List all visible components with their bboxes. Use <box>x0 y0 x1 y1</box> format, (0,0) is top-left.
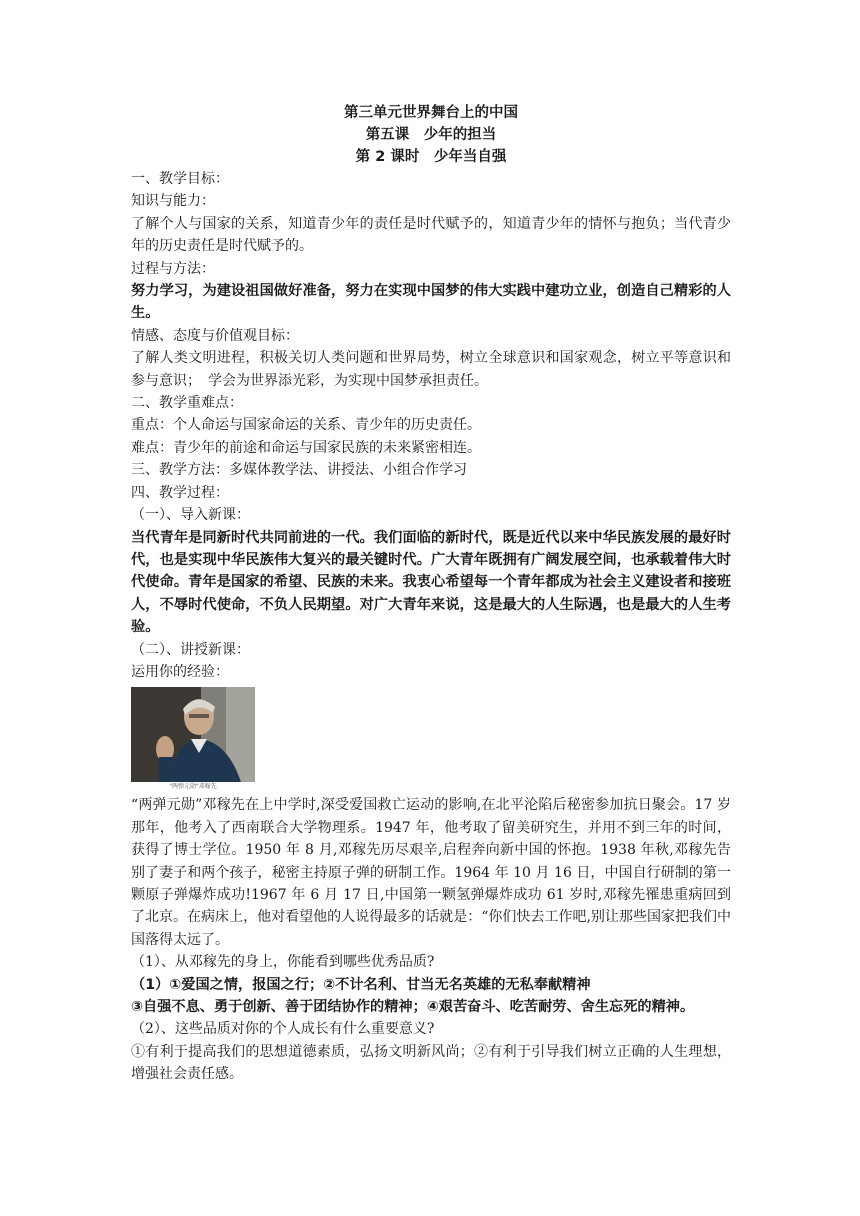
answer-1-line-2: ③自强不息、勇于创新、善于团结协作的精神；④艰苦奋斗、吃苦耐劳、舍生忘死的精神。 <box>131 999 695 1015</box>
keypoints-difficulty: 难点：青少年的前途和命运与国家民族的未来紧密相连。 <box>131 439 481 456</box>
lesson-title: 第五课 少年的担当 <box>365 127 497 143</box>
process-label: 过程与方法： <box>131 260 215 277</box>
portrait-illustration <box>131 687 255 782</box>
experience-label: 运用你的经验： <box>131 663 229 680</box>
answer-2: ①有利于提高我们的思想道德素质，弘扬文明新风尚；②有利于引导我们树立正确的人生理想，增强社会责任感。 <box>131 1043 731 1083</box>
knowledge-text: 了解个人与国家的关系，知道青少年的责任是时代赋予的，知道青少年的情怀与抱负；当代青少年的历史责任是时代赋予的。 <box>131 215 731 255</box>
document-page <box>131 102 731 1086</box>
methods-text: 三、教学方法：多媒体教学法、讲授法、小组合作学习 <box>131 462 467 479</box>
emotion-label: 情感、态度与价值观目标： <box>131 327 299 344</box>
process-heading: 四、教学过程： <box>131 484 229 501</box>
question-1: （1）、从邓稼先的身上，你能看到哪些优秀品质? <box>131 954 435 971</box>
portrait-caption: "两弹元勋"邓稼先 <box>169 783 217 791</box>
portrait-figure <box>131 687 255 792</box>
knowledge-label: 知识与能力： <box>131 193 215 210</box>
intro-text: 当代青年是同新时代共同前进的一代。我们面临的新时代，既是近代以来中华民族发展的最好时代，也是实现中华民族伟大复兴的最关键时代。广大青年既拥有广阔发展空间，也承载着伟大时代使命。青年是国家的希望、民族的未来。我衷心希望每一个青年都成为社会主义建设者和接班人，不辱时代使命，不负人民期望。对广大青年来说，这是最大的人生际遇，也是最大的人生考验。 <box>131 529 731 636</box>
period-title: 第 2 课时 少年当自强 <box>355 149 507 165</box>
answer-1-line-1: （1）①爱国之情，报国之行；②不计名利、甘当无名英雄的无私奉献精神 <box>131 976 591 993</box>
process-text: 努力学习，为建设祖国做好准备，努力在实现中国梦的伟大实践中建功立业，创造自己精彩的人生。 <box>131 283 731 322</box>
question-2: （2）、这些品质对你的个人成长有什么重要意义? <box>131 1021 435 1038</box>
story-text: “两弹元勋”邓稼先在上中学时,深受爱国救亡运动的影响,在北平沦陷后秘密参加抗日聚会。17 岁那年，他考入了西南联合大学物理系。1947 年，他考取了留美研究生，并用不到三年的时间，获得了博士学位。1950 年 8 月,邓稼先历尽艰辛,启程奔向新中国的怀抱。1938 年秋,邓稼先告别了妻子和两个孩子，秘密主持原子弹的研制工作。1964 年 10 月 16 日，中国自行研制的第一颗原子弹爆炸成功!1967 年 6 月 17 日,中国第一颗氢弹爆炸成功 61 岁时,邓稼先罹患重病回到了北京。在病床上，他对看望他的人说得最多的话就是：“你们快去工作吧,别让那些国家把我们中国落得太远了。 <box>131 797 731 948</box>
portrait-photo <box>131 687 255 782</box>
intro-label: （一）、导入新课： <box>131 507 250 524</box>
unit-title: 第三单元世界舞台上的中国 <box>344 105 518 121</box>
teach-label: （二）、讲授新课： <box>131 641 250 658</box>
keypoints-focus: 重点：个人命运与国家命运的关系、青少年的历史责任。 <box>131 417 481 434</box>
emotion-text: 了解人类文明进程，积极关切人类问题和世界局势，树立全球意识和国家观念，树立平等意识和参与意识； 学会为世界添光彩，为实现中国梦承担责任。 <box>131 350 731 389</box>
keypoints-heading: 二、教学重难点： <box>131 395 243 412</box>
objectives-heading: 一、教学目标： <box>131 171 229 187</box>
